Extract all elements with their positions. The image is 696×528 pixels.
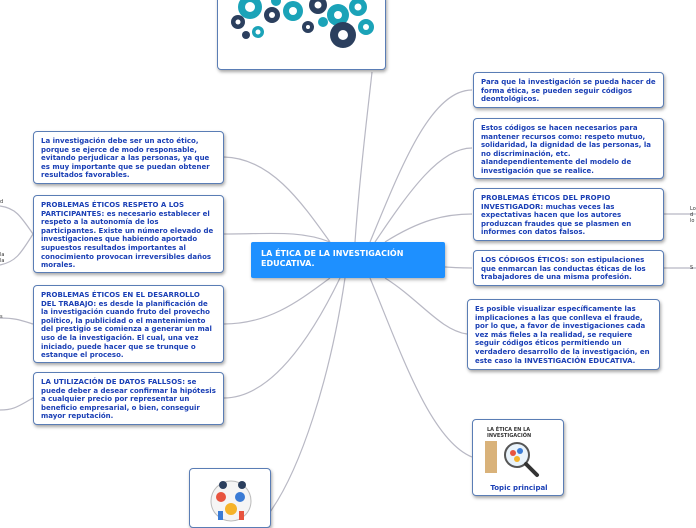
connector-left-4	[224, 278, 340, 398]
right-node-ethical-codes-text: LOS CÓDIGOS ÉTICOS: son estipulaciones que enmarcan las conductas éticas de los trabajadores de una misma profesión.	[481, 256, 646, 282]
right-node-fraud-implications[interactable]	[467, 299, 660, 370]
topic-image-title: LA ÉTICA EN LA INVESTIGACIÓN	[487, 427, 532, 439]
top-image-node[interactable]	[217, 0, 386, 70]
connector-outer-left-1	[0, 206, 33, 234]
left-node-work-development[interactable]	[33, 285, 224, 363]
bottom-image-node[interactable]	[189, 468, 271, 528]
right-node-researcher-problems[interactable]	[473, 188, 664, 241]
connector-right-3	[385, 214, 472, 242]
left-node-ethical-act-text: La investigación debe ser un acto ético, porque se ejerce de modo responsable, evitando perjudicar a las personas, ya que es muy importante que se puedan obtener resultados favorables.	[41, 137, 210, 180]
edge-fragment-left-1: d	[0, 199, 4, 205]
left-node-work-development-text: PROBLEMAS ÉTICOS EN EL DESARROLLO DEL TRABAJO: es desde la planificación de la investigación cuando fruto del provecho político, la publicidad o el mantenimiento del prestigio se comienza a generar un mal uso de la investigación. El cual, una vez iniciado, puede hacer que se trunque o estanque el proceso.	[41, 291, 212, 360]
edge-fragment-left-4: s	[0, 314, 3, 320]
edge-fragment-left-2: la	[0, 252, 5, 258]
right-node-researcher-problems-text: PROBLEMAS ÉTICOS DEL PROPIO INVESTIGADOR: muchas veces las expectativas hacen que los autores produzcan fraudes que se plasmen en informes con datos falsos.	[481, 194, 632, 237]
topic-image	[481, 425, 545, 481]
connector-top-image	[355, 72, 372, 242]
connector-left-1	[224, 157, 330, 242]
topic-principal-label: Topic principal	[490, 484, 548, 492]
connector-left-3	[224, 278, 330, 324]
edge-fragment-left-3: la	[0, 258, 5, 264]
gears-illustration	[218, 0, 385, 57]
connector-right-1	[370, 90, 472, 242]
left-node-false-data[interactable]	[33, 372, 224, 425]
left-node-participants-text: PROBLEMAS ÉTICOS RESPETO A LOS PARTICIPANTES: es necesario establecer el respeto a la autonomía de los participantes. Existe un número elevado de investigaciones que habiendo aportado supuestos resultados importantes al conocimiento provocan irreversibles daños morales.	[41, 201, 214, 270]
central-topic[interactable]: LA ÉTICA DE LA INVESTIGACIÓN EDUCATIVA.	[251, 242, 445, 278]
connector-outer-left-2	[0, 234, 33, 265]
edge-fragment-right-3: lo	[690, 218, 695, 224]
edge-fragment-right-2: d	[690, 212, 694, 218]
right-node-ethical-codes[interactable]	[473, 250, 664, 286]
right-node-fraud-implications-text: Es posible visualizar específicamente las implicaciones a las que conlleva el fraude, por lo que, a favor de investigaciones cada vez más fieles a la realidad, se requiere seguir códigos éticos permitiendo un verdadero desarrollo de la investigación, en este caso la INVESTIGACIÓN EDUCATIVA.	[475, 305, 650, 365]
right-node-necessary-codes-text: Estos códigos se hacen necesarios para mantener recursos como: respeto mutuo, solidaridad, la dignidad de las personas, la no discriminación, etc. aIandependientemente del modelo de investigación que se realice.	[481, 124, 651, 175]
right-node-deontological-codes[interactable]	[473, 72, 664, 108]
ethics-illustration	[190, 471, 270, 523]
connector-bottom-image	[270, 278, 345, 512]
right-node-necessary-codes[interactable]	[473, 118, 664, 179]
connector-right-6	[370, 278, 472, 457]
edge-fragment-right-1: Lo	[690, 206, 696, 212]
left-node-false-data-text: LA UTILIZACIÓN DE DATOS FALLSOS: se puede deber a desear confirmar la hipótesis a cualquier precio por representar un beneficio empresarial, o bien, conseguir mayor reputación.	[41, 378, 216, 421]
edge-fragment-right-4: S	[690, 265, 694, 271]
connector-outer-left-4	[0, 398, 33, 410]
left-node-participants[interactable]	[33, 195, 224, 273]
right-node-deontological-codes-text: Para que la investigación se pueda hacer de forma ética, se pueden seguir códigos deontológicos.	[481, 78, 656, 104]
connector-left-2	[224, 233, 330, 242]
connector-right-5	[385, 278, 467, 334]
topic-principal-node[interactable]	[472, 419, 564, 496]
left-node-ethical-act[interactable]	[33, 131, 224, 184]
connector-outer-left-3	[0, 318, 33, 324]
magnifier-icon	[483, 437, 543, 479]
